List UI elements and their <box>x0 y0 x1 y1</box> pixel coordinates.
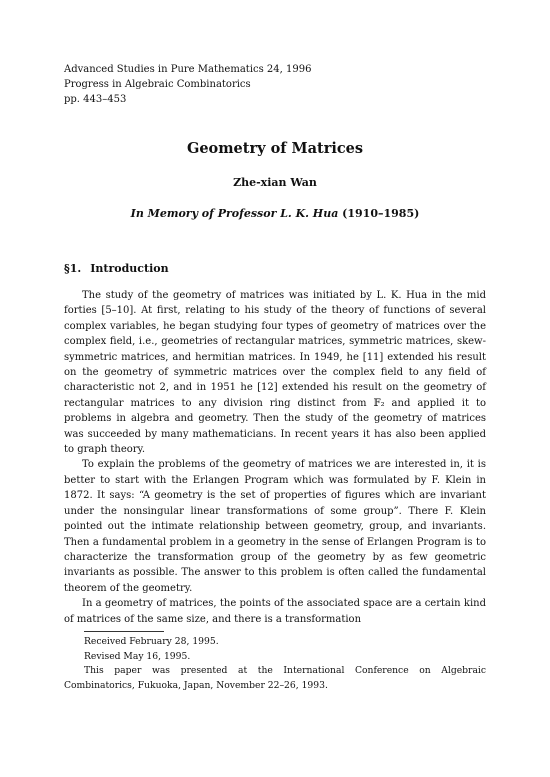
header-line-volume: Progress in Algebraic Combinatorics <box>64 79 251 90</box>
author-name: Zhe-xian Wan <box>233 176 317 189</box>
section-number: §1. <box>64 262 82 275</box>
footnote-rule <box>84 631 164 632</box>
dedication-text: In Memory of Professor L. K. Hua <box>130 207 339 220</box>
section-heading <box>64 262 169 275</box>
paragraph: The study of the geometry of matrices was initiated by L. K. Hua in the mid forties [5–10]. At first, relating to his study of the theory of functions of several complex variables, he began studying four types of geometry of matrices over the complex field, i.e., geometries of rectangular matrices, symmetric matrices, skew-symmetric matrices, and hermitian matrices. In 1949, he [11] extended his result on the geometry of symmetric matrices over the complex field to any field of characteristic not 2, and in 1951 he [12] extended his result on the geometry of rectangular matrices to any division ring distinct from 𝔽₂ and applied it to problems in algebra and geometry. Then the study of the geometry of matrices was succeeded by many mathematicians. In recent years it has also been applied to graph theory. <box>64 290 486 456</box>
publication-header <box>64 62 484 107</box>
footnote-revised: Revised May 16, 1995. <box>84 650 191 662</box>
footnote-conference: This paper was presented at the International Conference on Algebraic Combinatorics, Fukuoka, Japan, November 22–26, 1993. <box>64 665 486 691</box>
paper-title: Geometry of Matrices <box>186 140 364 157</box>
footnote-received: Received February 28, 1995. <box>84 636 219 647</box>
dedication-years: (1910–1985) <box>342 207 420 220</box>
header-line-series: Advanced Studies in Pure Mathematics 24, 1996 <box>64 64 312 75</box>
header-line-pages: pp. 443–453 <box>64 94 127 105</box>
dedication <box>0 207 550 220</box>
body-text <box>64 288 486 627</box>
paragraph: To explain the problems of the geometry of matrices we are interested in, it is better to start with the Erlangen Program which was formulated by F. Klein in 1872. It says: “A geometry is the set of properties of figures which are invariant under the nonsingular linear transformations of some group”. There F. Klein pointed out the intimate relationship between geometry, group, and invariants. Then a fundamental problem in a geometry in the sense of Erlangen Program is to characterize the transformation group of the geometry by as few geometric invariants as possible. The answer to this problem is often called the fundamental theorem of the geometry. <box>64 459 486 594</box>
section-title: Introduction <box>90 262 169 275</box>
footnotes <box>64 635 486 693</box>
paragraph: In a geometry of matrices, the points of the associated space are a certain kind of matrices of the same size, and there is a transformation <box>64 598 486 625</box>
